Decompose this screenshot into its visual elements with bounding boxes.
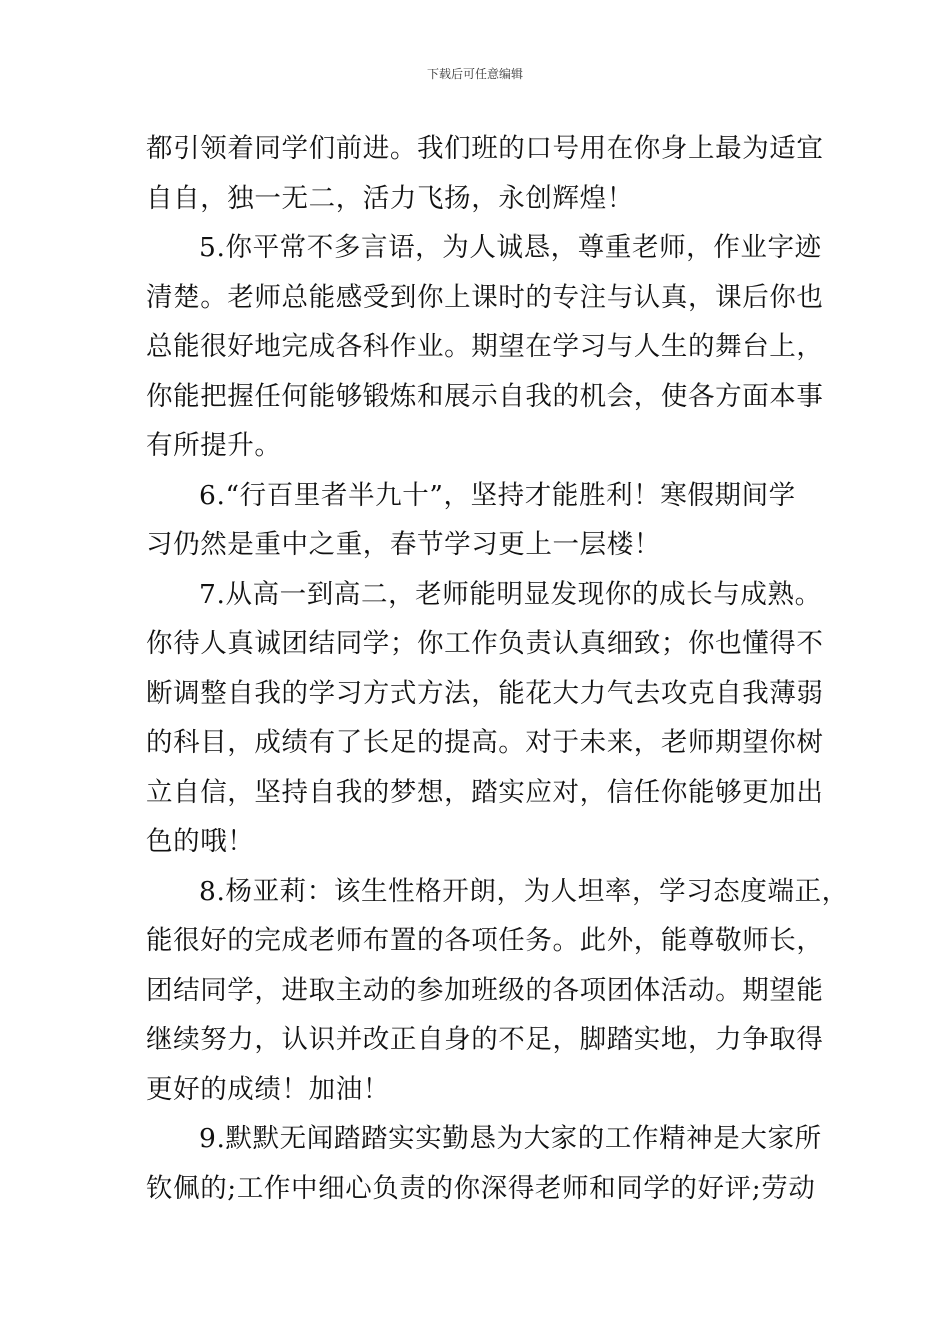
text-line: 习仍然是重中之重，春节学习更上一层楼！ [146, 529, 661, 560]
text-line: 继续努力，认识并改正自身的不足，脚踏实地，力争取得 [146, 1024, 824, 1055]
text-line: 的科目，成绩有了长足的提高。对于未来，老师期望你树 [146, 727, 824, 758]
text-line: 9.默默无闻踏踏实实勤恳为大家的工作精神是大家所 [199, 1123, 822, 1154]
text-line: 钦佩的;工作中细心负责的你深得老师和同学的好评;劳动 [146, 1172, 816, 1204]
text-line: 自自，独一无二，活力飞扬，永创辉煌！ [146, 182, 634, 214]
text-line: 能很好的完成老师布置的各项任务。此外，能尊敬师长， [146, 925, 824, 956]
text-line: 7.从高一到高二，老师能明显发现你的成长与成熟。 [199, 578, 822, 610]
text-line: 都引领着同学们前进。我们班的口号用在你身上最为适宜 [146, 133, 824, 164]
text-line: 断调整自我的学习方式方法，能花大力气去攻克自我薄弱 [146, 677, 824, 709]
text-line: 清楚。老师总能感受到你上课时的专注与认真，课后你也 [146, 281, 824, 313]
text-line: 6.“行百里者半九十”，坚持才能胜利！寒假期间学 [199, 479, 796, 511]
document-body [146, 124, 849, 1213]
page-header: 下载后可任意编辑 [426, 67, 523, 81]
text-line: 总能很好地完成各科作业。期望在学习与人生的舞台上， [146, 331, 824, 362]
text-line: 5.你平常不多言语，为人诚恳，尊重老师，作业字迹 [199, 232, 822, 263]
text-line: 色的哦！ [146, 826, 255, 857]
text-line: 你待人真诚团结同学；你工作负责认真细致；你也懂得不 [146, 628, 824, 659]
text-line: 你能把握任何能够锻炼和展示自我的机会，使各方面本事 [146, 380, 824, 412]
text-line: 8.杨亚莉：该生性格开朗，为人坦率，学习态度端正， [199, 875, 849, 907]
text-line: 更好的成绩！加油！ [146, 1073, 390, 1105]
text-line: 立自信，坚持自我的梦想，踏实应对，信任你能够更加出 [146, 776, 824, 808]
text-line: 有所提升。 [146, 430, 282, 461]
text-line: 团结同学，进取主动的参加班级的各项团体活动。期望能 [146, 974, 824, 1006]
